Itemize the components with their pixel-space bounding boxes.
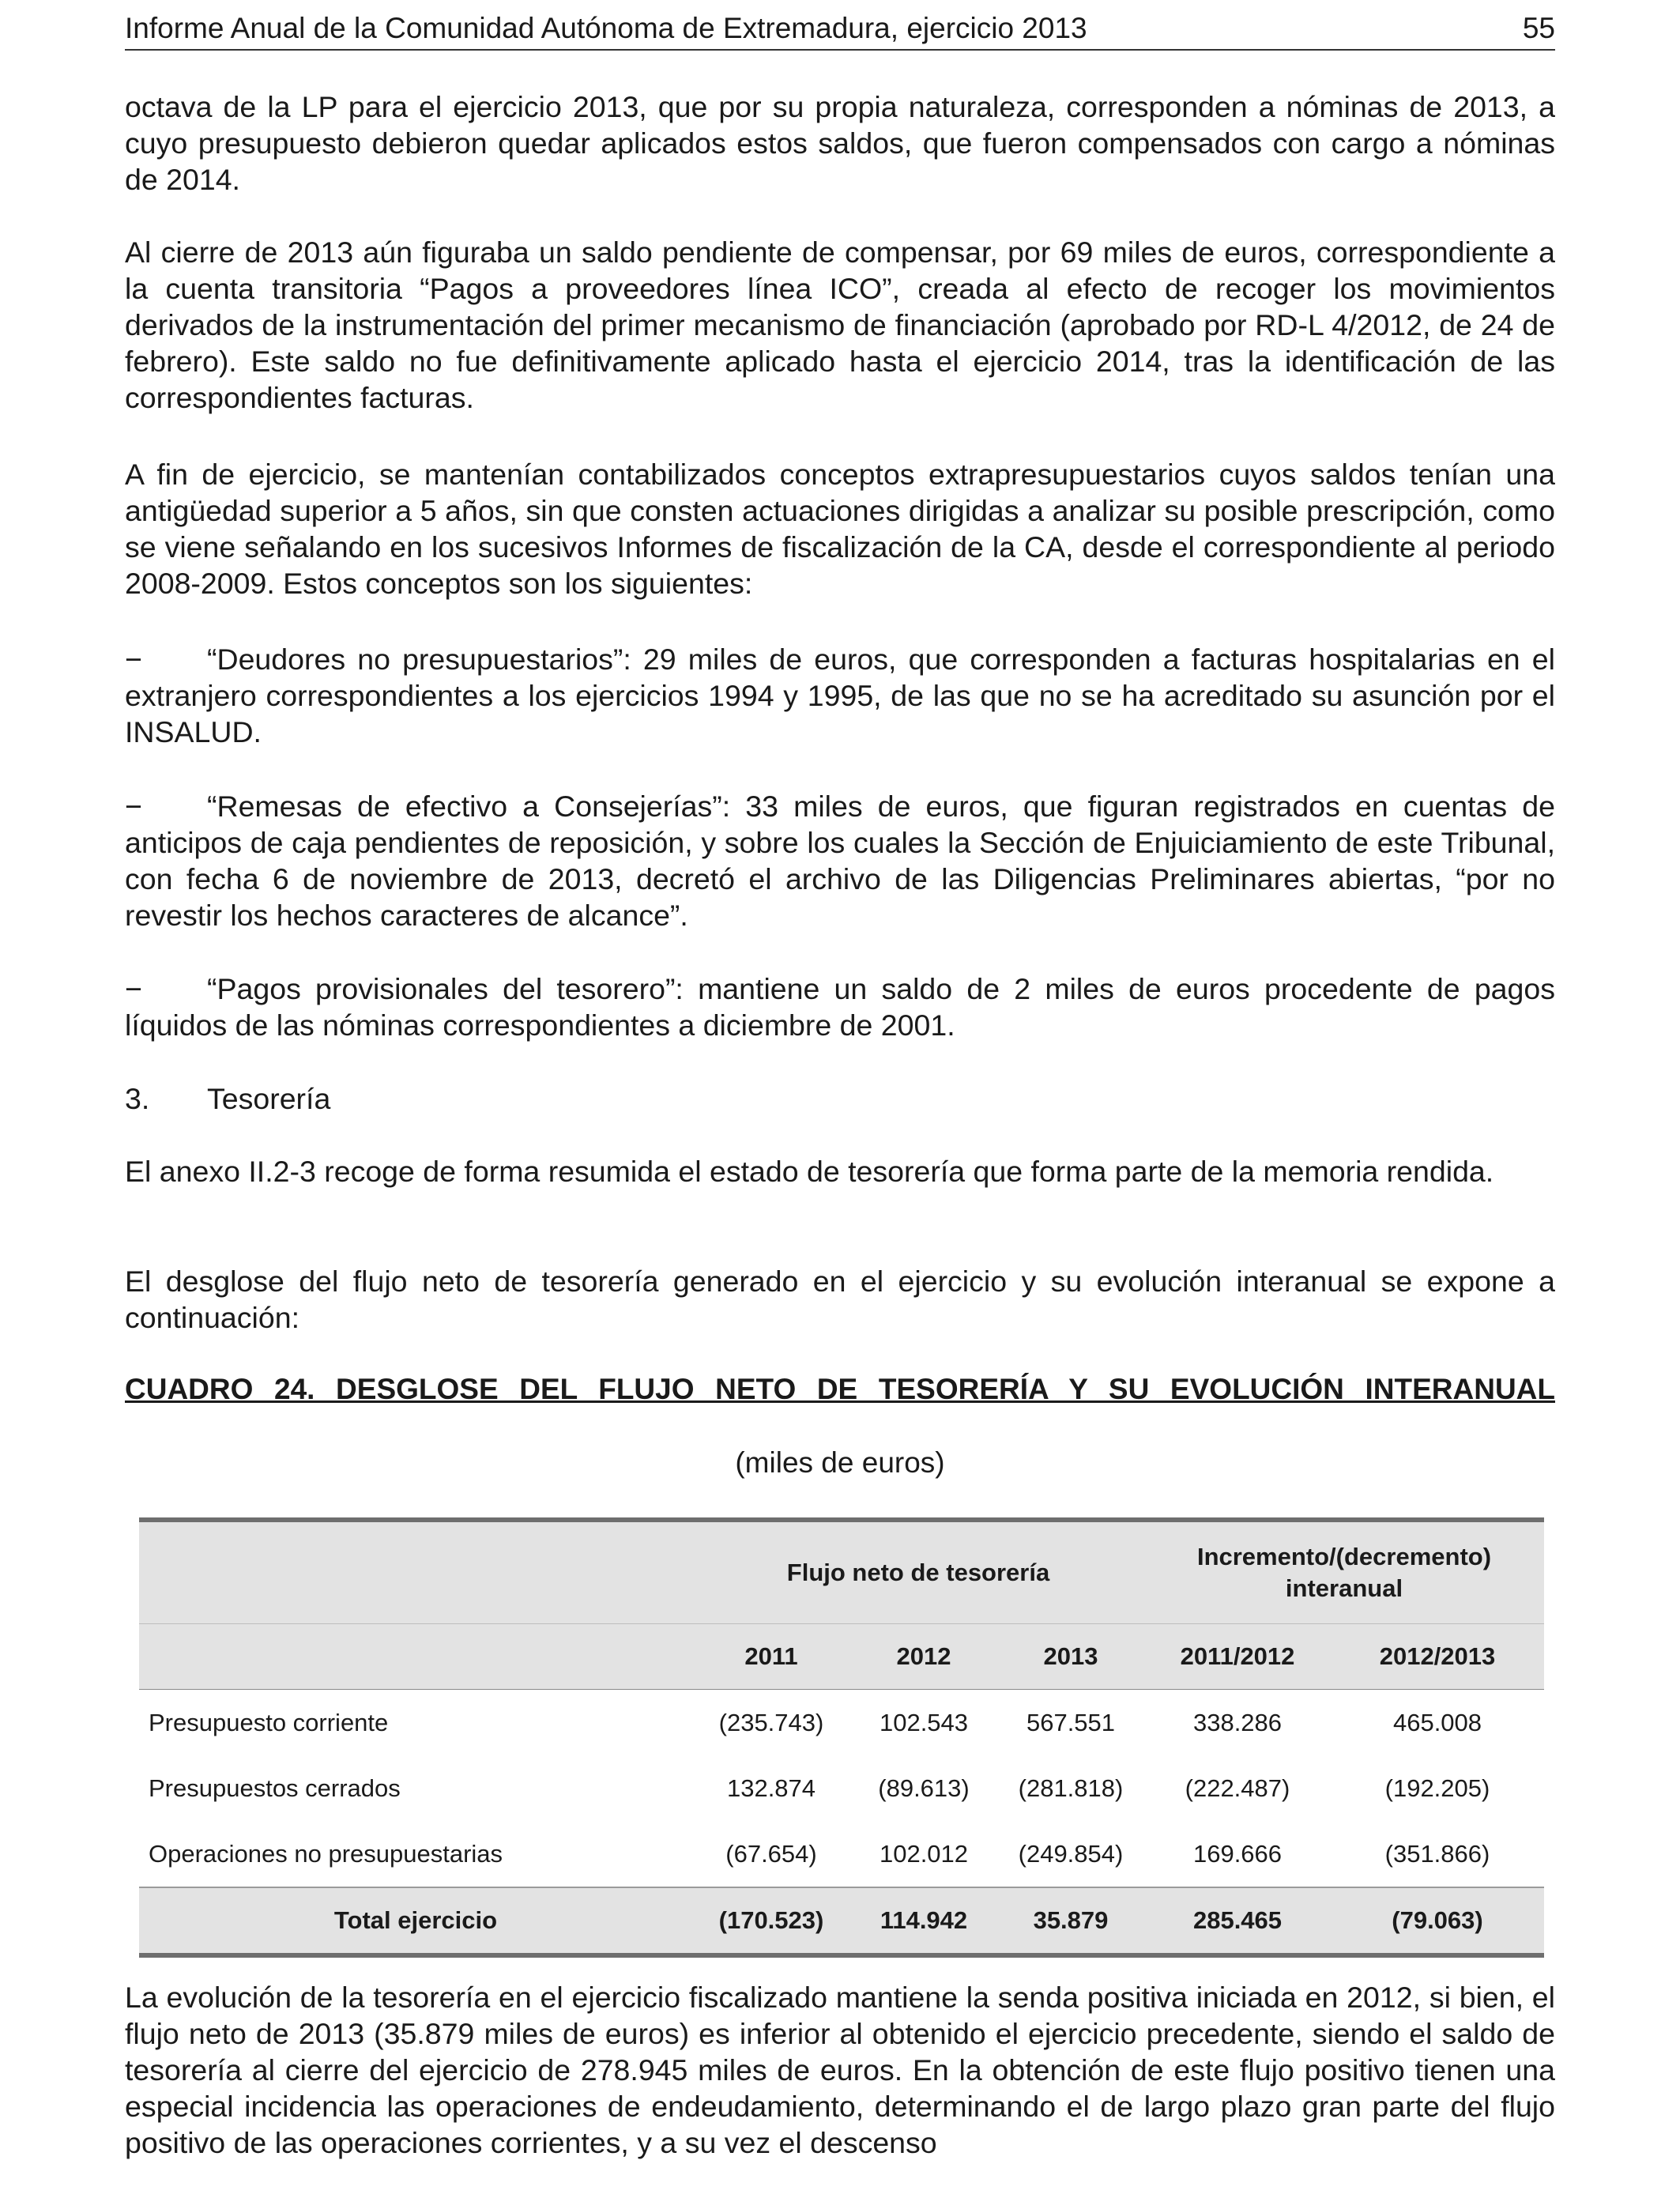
table-cell: 465.008 [1392, 1708, 1482, 1736]
paragraph: El anexo II.2-3 recoge de forma resumida el estado de tesorería que forma parte de la memoria rendida. [125, 1155, 1494, 1188]
bullet-item [125, 971, 1555, 1043]
total-cell: (170.523) [692, 1887, 850, 1955]
treasury-flow-table [139, 1517, 1544, 1958]
table-cell: (281.818) [1018, 1774, 1124, 1802]
table-cell: 338.286 [1192, 1708, 1283, 1736]
bullet-item [125, 641, 1555, 750]
paragraph: La evolución de la tesorería en el ejercicio fiscalizado mantiene la senda positiva iniciada en 2012, si bien, el flujo neto de 2013 (35.879 miles de euros) es inferior al obtenido el ejercicio precedente, siendo el saldo de tesorería al cierre del ejercicio de 278.945 miles de euros. En la obtención de este flujo positivo tienen una especial incidencia las operaciones de endeudamiento, determinando el de largo plazo gran parte del flujo positivo de las operaciones corrientes, y a su vez el descenso [125, 1981, 1555, 2159]
table-cell: 567.551 [1026, 1708, 1116, 1736]
group-header: Incremento/(decremento) interanual [1144, 1520, 1544, 1624]
column-header: 2012/2013 [1331, 1624, 1544, 1690]
bullet-text: “Deudores no presupuestarios”: 29 miles de euros, que corresponden a facturas hospitalarias en el extranjero correspondientes a los ejercicios 1994 y 1995, de las que no se ha acreditado su asunción por el INSALUD. [125, 643, 1555, 748]
table-cell: (89.613) [878, 1774, 970, 1802]
table-total-row [139, 1887, 1544, 1955]
table-cell: (249.854) [1018, 1839, 1124, 1868]
paragraph: A fin de ejercicio, se mantenían contabilizados conceptos extrapresupuestarios cuyos saldos tenían una antigüedad superior a 5 años, sin que consten actuaciones dirigidas a analizar su posible prescripción, como se viene señalando en los sucesivos Informes de fiscalización de la CA, desde el correspondiente al periodo 2008-2009. Estos conceptos son los siguientes: [125, 458, 1555, 600]
paragraph: octava de la LP para el ejercicio 2013, que por su propia naturaleza, corresponden a nóminas de 2013, a cuyo presupuesto debieron quedar aplicados estos saldos, que fueron compensados con cargo a nóminas de 2014. [125, 90, 1555, 196]
table-title: CUADRO 24. DESGLOSE DEL FLUJO NETO DE TESORERÍA Y SU EVOLUCIÓN INTERANUAL [125, 1373, 1555, 1405]
row-label: Presupuesto corriente [149, 1708, 389, 1736]
dash-marker: − [125, 972, 142, 1005]
table-row [139, 1755, 1544, 1821]
table-cell: (67.654) [725, 1839, 817, 1868]
page-number: 55 [1522, 12, 1555, 44]
table-cell: 169.666 [1192, 1839, 1283, 1868]
empty-header-cell [139, 1520, 692, 1624]
table-column-header-row [139, 1624, 1544, 1690]
table-row [139, 1821, 1544, 1887]
table-cell: (222.487) [1185, 1774, 1290, 1802]
section-number: 3. [125, 1082, 150, 1115]
total-cell: (79.063) [1331, 1887, 1544, 1955]
table-cell: 102.543 [879, 1708, 969, 1736]
bullet-text: “Remesas de efectivo a Consejerías”: 33 miles de euros, que figuran registrados en cuentas de anticipos de caja pendientes de reposición, y sobre los cuales la Sección de Enjuiciamiento de este Tribunal, con fecha 6 de noviembre de 2013, decretó el archivo de las Diligencias Preliminares abiertas, “por no revestir los hechos caracteres de alcance”. [125, 790, 1555, 932]
bullet-text: “Pagos provisionales del tesorero”: mantiene un saldo de 2 miles de euros procedente de pagos líquidos de las nóminas correspondientes a diciembre de 2001. [125, 972, 1555, 1042]
table-cell: (192.205) [1384, 1774, 1490, 1802]
table-cell: (235.743) [718, 1708, 824, 1736]
table-units: (miles de euros) [735, 1446, 945, 1479]
section-title: Tesorería [207, 1082, 331, 1115]
table-cell: (351.866) [1384, 1839, 1490, 1868]
total-cell: 114.942 [850, 1887, 997, 1955]
dash-marker: − [125, 643, 142, 676]
column-header: 2012 [850, 1624, 997, 1690]
table-group-header-row [139, 1520, 1544, 1624]
total-cell: 35.879 [997, 1887, 1144, 1955]
row-label: Presupuestos cerrados [149, 1774, 401, 1802]
section-heading [125, 1080, 1555, 1117]
table-row [139, 1690, 1544, 1756]
row-label: Operaciones no presupuestarias [149, 1839, 503, 1868]
total-label: Total ejercicio [139, 1887, 692, 1955]
header-title: Informe Anual de la Comunidad Autónoma de Extremadura, ejercicio 2013 [125, 12, 1087, 44]
column-header: 2011 [692, 1624, 850, 1690]
paragraph: El desglose del flujo neto de tesorería generado en el ejercicio y su evolución interanual se expone a continuación: [125, 1265, 1555, 1334]
dash-marker: − [125, 790, 142, 823]
bullet-item [125, 788, 1555, 933]
table-cell: 102.012 [879, 1839, 969, 1868]
paragraph: Al cierre de 2013 aún figuraba un saldo pendiente de compensar, por 69 miles de euros, correspondiente a la cuenta transitoria “Pagos a proveedores línea ICO”, creada al efecto de recoger los movimientos derivados de la instrumentación del primer mecanismo de financiación (aprobado por RD-L 4/2012, de 24 de febrero). Este saldo no fue definitivamente aplicado hasta el ejercicio 2014, tras la identificación de las correspondientes facturas. [125, 236, 1555, 414]
page-header [125, 11, 1555, 51]
table-cell: 132.874 [726, 1774, 816, 1802]
total-cell: 285.465 [1144, 1887, 1331, 1955]
empty-header-cell [139, 1624, 692, 1690]
group-header: Flujo neto de tesorería [692, 1520, 1144, 1624]
column-header: 2013 [997, 1624, 1144, 1690]
column-header: 2011/2012 [1144, 1624, 1331, 1690]
